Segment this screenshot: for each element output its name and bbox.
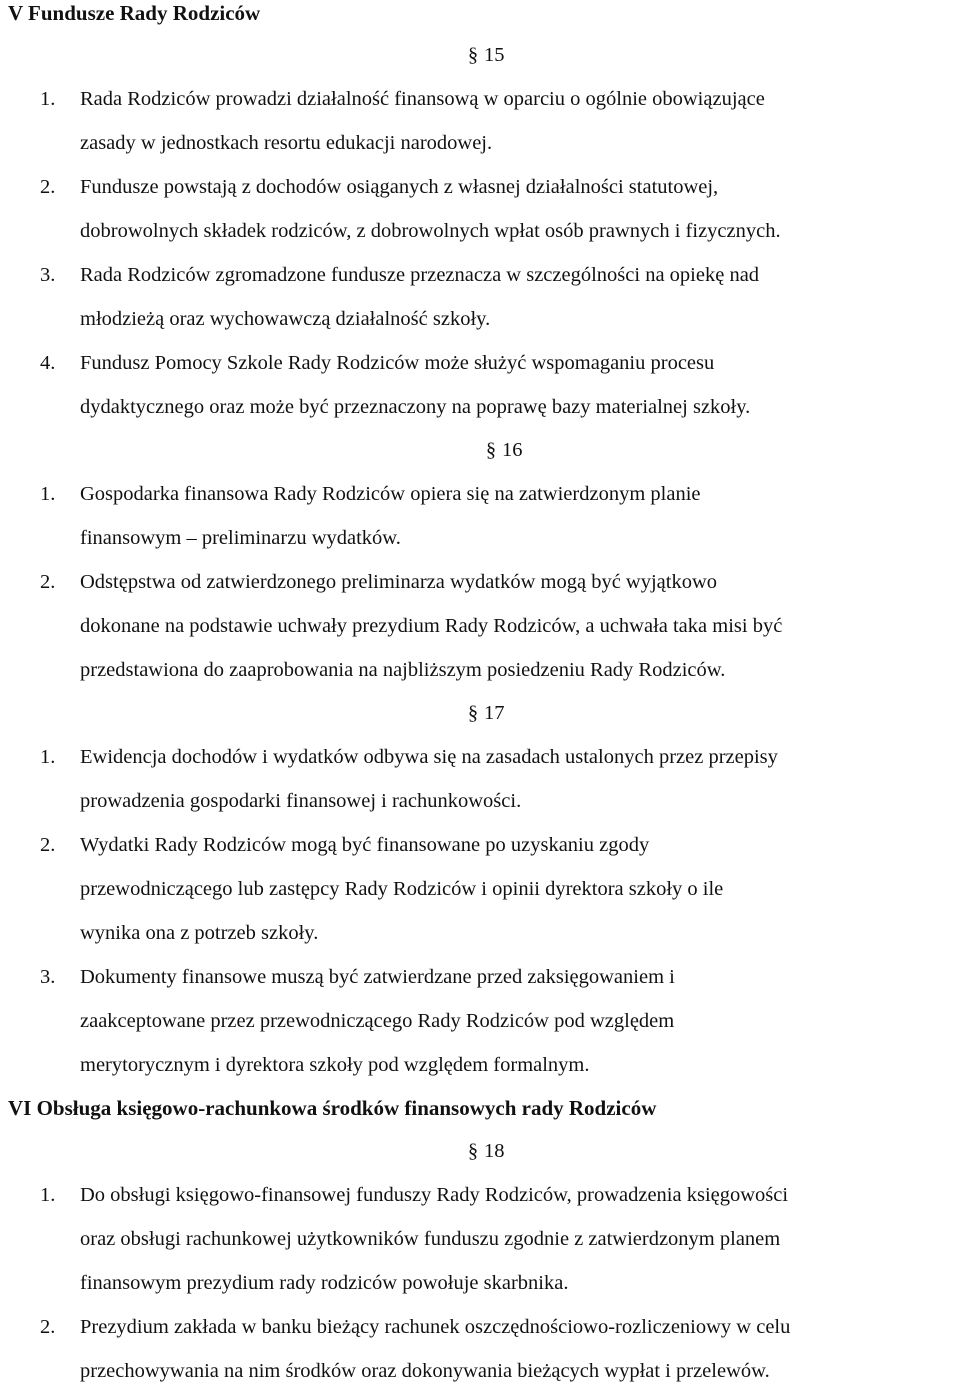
section-sign: § [467, 702, 479, 724]
item-line: Wydatki Rady Rodziców mogą być finansowane po uzyskaniu zgody [80, 834, 650, 856]
item-line: dokonane na podstawie uchwały prezydium Rady Rodziców, a uchwała taka misi być [80, 615, 783, 637]
section-heading [466, 1138, 505, 1164]
item-line: merytorycznym i dyrektora szkoły pod względem formalnym. [80, 1054, 590, 1076]
item-line: Do obsługi księgowo-finansowej funduszy Rady Rodziców, prowadzenia księgowości [80, 1184, 789, 1206]
section-sign: § [467, 44, 479, 66]
chapter-heading: VI Obsługa księgowo-rachunkowa środków finansowych rady Rodziców [8, 1096, 657, 1120]
item-number: 1. [40, 88, 56, 110]
item-line: przewodniczącego lub zastępcy Rady Rodziców i opinii dyrektora szkoły o ile [80, 878, 724, 900]
item-line: zaakceptowane przez przewodniczącego Rady Rodziców pod względem [80, 1010, 675, 1032]
item-line: Fundusze powstają z dochodów osiąganych z własnej działalności statutowej, [80, 176, 719, 198]
item-number: 4. [40, 352, 56, 374]
item-number: 3. [40, 264, 56, 286]
item-line: przedstawiona do zaaprobowania na najbliższym posiedzeniu Rady Rodziców. [80, 659, 726, 681]
item-line: młodzieżą oraz wychowawczą działalność szkoły. [80, 308, 491, 330]
item-line: Ewidencja dochodów i wydatków odbywa się na zasadach ustalonych przez przepisy [80, 746, 778, 768]
item-number: 2. [40, 834, 56, 856]
item-line: Fundusz Pomocy Szkole Rady Rodziców może służyć wspomaganiu procesu [80, 352, 715, 374]
item-line: prowadzenia gospodarki finansowej i rachunkowości. [80, 790, 522, 812]
item-line: Rada Rodziców prowadzi działalność finansową w oparciu o ogólnie obowiązujące [80, 88, 765, 110]
item-line: przechowywania na nim środków oraz dokonywania bieżących wypłat i przelewów. [80, 1360, 770, 1382]
item-line: Rada Rodziców zgromadzone fundusze przeznacza w szczególności na opiekę nad [80, 264, 760, 286]
section-sign: § [467, 1140, 479, 1162]
item-line: Dokumenty finansowe muszą być zatwierdzane przed zaksięgowaniem i [80, 966, 675, 988]
item-number: 2. [40, 571, 56, 593]
item-line: Gospodarka finansowa Rady Rodziców opiera się na zatwierdzonym planie [80, 483, 701, 505]
item-number: 1. [40, 746, 56, 768]
item-line: dobrowolnych składek rodziców, z dobrowolnych wpłat osób prawnych i fizycznych. [80, 220, 781, 242]
item-number: 2. [40, 1316, 56, 1338]
section-heading [466, 700, 505, 726]
item-line: finansowym prezydium rady rodziców powołuje skarbnika. [80, 1272, 569, 1294]
item-line: wynika ona z potrzeb szkoły. [80, 922, 319, 944]
item-line: finansowym – preliminarzu wydatków. [80, 527, 401, 549]
section-heading [484, 437, 523, 463]
item-line: zasady w jednostkach resortu edukacji narodowej. [80, 132, 493, 154]
section-number: 18 [484, 1140, 505, 1162]
chapter-heading: V Fundusze Rady Rodziców [8, 1, 261, 25]
section-number: 16 [502, 439, 523, 461]
item-number: 1. [40, 483, 56, 505]
item-number: 2. [40, 176, 56, 198]
item-line: Prezydium zakłada w banku bieżący rachunek oszczędnościowo-rozliczeniowy w celu [80, 1316, 791, 1338]
item-number: 1. [40, 1184, 56, 1206]
item-line: Odstępstwa od zatwierdzonego preliminarza wydatków mogą być wyjątkowo [80, 571, 718, 593]
section-number: 17 [484, 702, 505, 724]
item-line: dydaktycznego oraz może być przeznaczony na poprawę bazy materialnej szkoły. [80, 396, 751, 418]
section-heading [466, 42, 505, 68]
item-line: oraz obsługi rachunkowej użytkowników funduszu zgodnie z zatwierdzonym planem [80, 1228, 781, 1250]
section-sign: § [485, 439, 497, 461]
item-number: 3. [40, 966, 56, 988]
section-number: 15 [484, 44, 505, 66]
